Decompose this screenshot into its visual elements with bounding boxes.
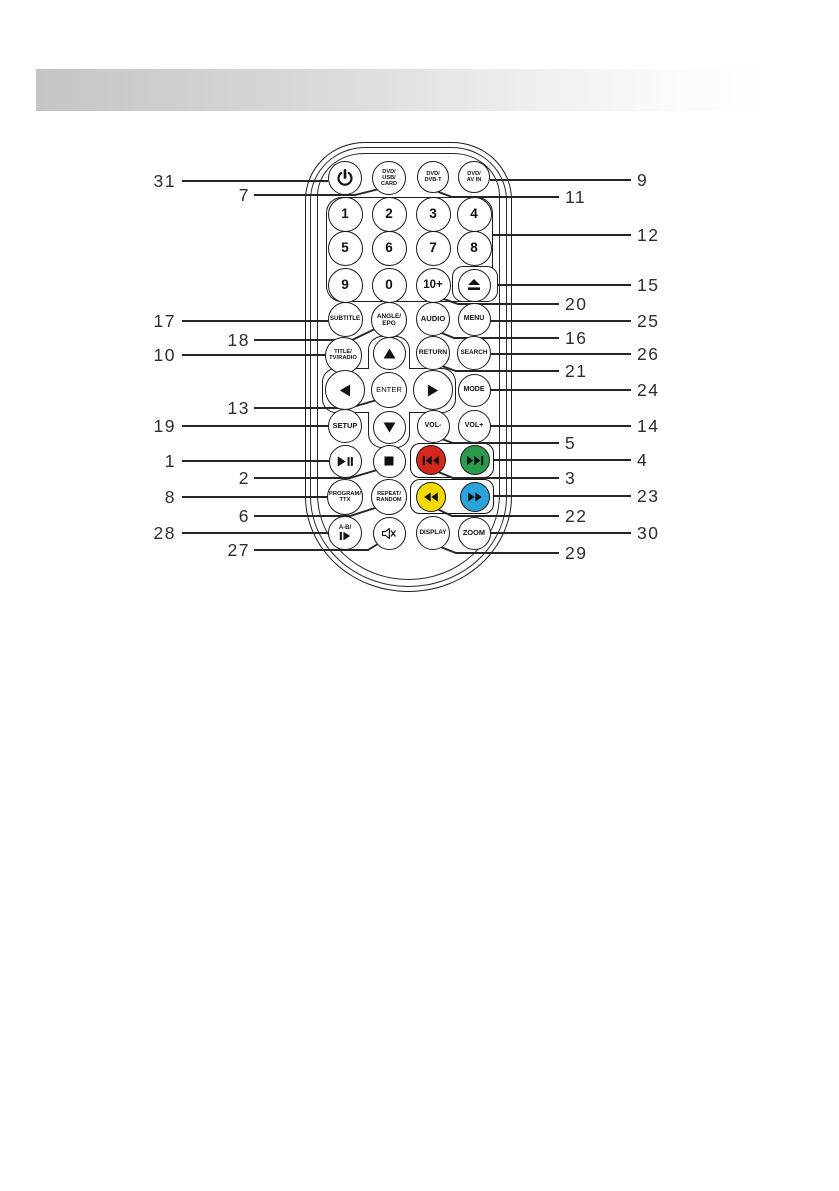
- up-button[interactable]: [373, 337, 406, 370]
- stop-button[interactable]: [373, 445, 406, 478]
- button-label: MODE: [463, 386, 485, 394]
- fast-forward-button[interactable]: [460, 482, 490, 512]
- callout-number-5: 5: [565, 433, 577, 453]
- button-label: TITLE/ TV/RADIO: [329, 348, 357, 361]
- button-label: REPEAT/ RANDOM: [376, 490, 402, 503]
- vol-plus-button[interactable]: [458, 410, 491, 443]
- stop-icon: [384, 456, 394, 466]
- digit-9-button[interactable]: [328, 268, 363, 303]
- button-label: PROGRAM/ TTX: [329, 490, 361, 503]
- callout-number-4: 4: [637, 450, 649, 470]
- header-bar: [36, 69, 767, 111]
- mode-button[interactable]: [458, 374, 491, 407]
- button-label: ANGLE/ EPG: [376, 312, 402, 327]
- eject-button[interactable]: [458, 269, 491, 302]
- callout-number-26: 26: [637, 344, 660, 364]
- display-button[interactable]: [416, 516, 450, 550]
- return-button[interactable]: [416, 336, 450, 370]
- button-label: 5: [341, 240, 349, 256]
- callout-number-12: 12: [637, 225, 660, 245]
- callout-number-16: 16: [565, 328, 588, 348]
- down-icon: [383, 422, 396, 433]
- digit-2-button[interactable]: [372, 197, 407, 232]
- enter-button[interactable]: [371, 372, 407, 408]
- callout-number-8: 8: [164, 487, 176, 507]
- power-icon: [336, 169, 354, 187]
- button-label: MENU: [463, 315, 485, 323]
- button-label: VOL-: [424, 422, 442, 430]
- play-pause-icon: [337, 456, 353, 467]
- setup-button[interactable]: [328, 409, 362, 443]
- rewind-icon: [423, 492, 439, 502]
- button-label: DVD/ AV IN: [466, 170, 482, 183]
- callout-number-22: 22: [565, 506, 588, 526]
- audio-button[interactable]: [416, 302, 450, 336]
- button-label: DVD/ DVB-T: [424, 170, 442, 183]
- button-label: 4: [470, 206, 478, 222]
- callout-number-7: 7: [238, 185, 250, 205]
- callout-number-25: 25: [637, 311, 660, 331]
- button-label: DISPLAY: [419, 529, 447, 537]
- ab-slow-button[interactable]: [328, 516, 362, 550]
- callout-number-3: 3: [565, 468, 577, 488]
- angle-epg-button[interactable]: [371, 302, 407, 338]
- down-button[interactable]: [373, 411, 406, 444]
- slow-icon: [339, 531, 351, 541]
- callout-number-30: 30: [637, 523, 660, 543]
- rewind-button[interactable]: [416, 482, 446, 512]
- mute-button[interactable]: [373, 517, 406, 550]
- button-label: SUBTITLE: [329, 314, 361, 322]
- button-label: 8: [470, 240, 478, 256]
- callout-number-1: 1: [164, 451, 176, 471]
- dvd-dvb-t-button[interactable]: [417, 161, 449, 193]
- play-pause-button[interactable]: [329, 445, 362, 478]
- button-label: SETUP: [332, 420, 358, 430]
- skip-forward-icon: [466, 455, 484, 466]
- power-button[interactable]: [328, 161, 362, 195]
- callout-number-13: 13: [227, 398, 250, 418]
- button-label: 10+: [423, 278, 443, 291]
- zoom-button[interactable]: [458, 517, 491, 550]
- button-label: 7: [429, 240, 437, 256]
- skip-back-button[interactable]: [416, 445, 446, 475]
- button-label: AUDIO: [420, 313, 446, 323]
- title-tvradio-button[interactable]: [325, 337, 362, 374]
- callout-number-31: 31: [153, 171, 176, 191]
- program-ttx-button[interactable]: [327, 479, 363, 515]
- button-label: 6: [385, 240, 393, 256]
- subtitle-button[interactable]: [328, 302, 363, 337]
- button-label: 9: [341, 277, 349, 293]
- button-label: A-B/: [338, 524, 352, 531]
- button-label: ENTER: [376, 384, 402, 394]
- callout-number-17: 17: [153, 311, 176, 331]
- callout-number-11: 11: [565, 187, 587, 207]
- button-label: 1: [341, 206, 349, 222]
- fast-forward-icon: [467, 492, 483, 502]
- digit-0-button[interactable]: [372, 268, 407, 303]
- button-label: ZOOM: [462, 527, 486, 537]
- button-label: SEARCH: [460, 349, 488, 357]
- button-label: RETURN: [418, 349, 448, 357]
- button-label: DVD/ USB/ CARD: [380, 168, 398, 188]
- callout-number-27: 27: [227, 540, 250, 560]
- callout-number-24: 24: [637, 380, 660, 400]
- dvd-usb-card-button[interactable]: [372, 161, 406, 195]
- up-icon: [383, 348, 396, 359]
- repeat-random-button[interactable]: [371, 479, 407, 515]
- dvd-av-in-button[interactable]: [458, 161, 490, 193]
- callout-number-28: 28: [153, 523, 176, 543]
- right-icon: [427, 384, 439, 397]
- callout-number-18: 18: [227, 330, 250, 350]
- button-label: VOL+: [464, 422, 484, 430]
- left-button[interactable]: [325, 370, 365, 410]
- button-label: 2: [385, 206, 393, 222]
- digit-7-button[interactable]: [416, 231, 451, 266]
- callout-number-9: 9: [637, 170, 649, 190]
- callout-number-29: 29: [565, 543, 588, 563]
- left-icon: [339, 384, 351, 397]
- callout-number-14: 14: [637, 416, 660, 436]
- digit-1-button[interactable]: [328, 197, 363, 232]
- right-button[interactable]: [413, 370, 453, 410]
- callout-number-6: 6: [238, 506, 250, 526]
- search-button[interactable]: [457, 336, 491, 370]
- callout-number-19: 19: [153, 416, 176, 436]
- menu-button[interactable]: [458, 303, 491, 336]
- skip-back-icon: [422, 455, 440, 466]
- digit-3-button[interactable]: [416, 197, 451, 232]
- button-label: 0: [385, 277, 393, 293]
- digit-5-button[interactable]: [328, 231, 363, 266]
- eject-icon: [466, 278, 482, 292]
- digit-6-button[interactable]: [372, 231, 407, 266]
- callout-number-20: 20: [565, 294, 588, 314]
- callout-number-10: 10: [153, 345, 176, 365]
- callout-number-21: 21: [565, 361, 588, 381]
- callout-number-15: 15: [637, 275, 660, 295]
- callout-number-2: 2: [238, 468, 250, 488]
- callout-number-23: 23: [637, 486, 660, 506]
- button-label: 3: [429, 206, 437, 222]
- digit-8-button[interactable]: [457, 231, 492, 266]
- vol-minus-button[interactable]: [417, 410, 450, 443]
- digit-10plus-button[interactable]: [416, 268, 451, 303]
- skip-forward-button[interactable]: [460, 445, 490, 475]
- mute-icon: [381, 527, 397, 540]
- digit-4-button[interactable]: [457, 197, 492, 232]
